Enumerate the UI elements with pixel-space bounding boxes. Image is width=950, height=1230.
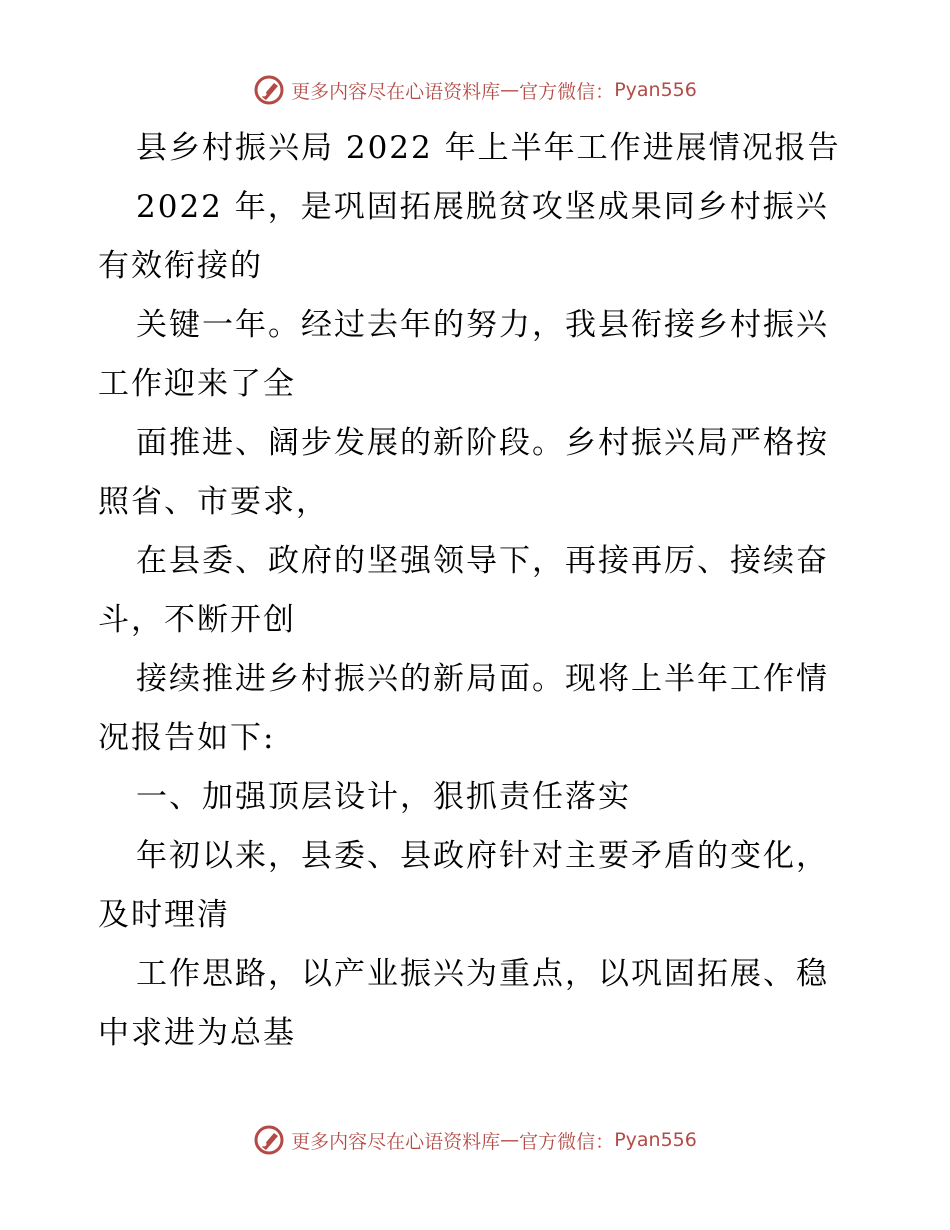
paragraph-line: 2022 年，是巩固拓展脱贫攻坚成果同乡村振兴 (136, 189, 829, 225)
paragraph-line: 斗，不断开创 (98, 602, 296, 638)
header-watermark-banner (0, 70, 950, 110)
banner-separator: — (500, 79, 520, 101)
banner-wechat-label: 官方微信： (519, 80, 615, 103)
banner-separator: — (500, 1129, 520, 1151)
paragraph-line: 工作迎来了全 (98, 366, 296, 402)
paragraph-line: 年初以来，县委、县政府针对主要矛盾的变化， (136, 838, 829, 874)
paragraph-line: 中求进为总基 (98, 1015, 296, 1051)
paragraph-line: 有效衔接的 (98, 248, 263, 284)
paragraph-line: 在县委、政府的坚强领导下，再接再厉、接续奋 (136, 543, 829, 579)
section-heading: 一、加强顶层设计，狠抓责任落实 (136, 779, 631, 815)
pen-circle-logo-icon (253, 1124, 285, 1156)
footer-watermark-banner (0, 1120, 950, 1160)
paragraph-line: 接续推进乡村振兴的新局面。现将上半年工作情 (136, 661, 829, 697)
pen-circle-logo-icon (253, 74, 285, 106)
document-body (98, 119, 858, 1063)
paragraph-line: 关键一年。经过去年的努力，我县衔接乡村振兴 (136, 307, 829, 343)
banner-wechat-id: Pyan556 (614, 1129, 697, 1151)
banner-wechat-label: 官方微信： (519, 1130, 615, 1153)
paragraph-line: 况报告如下: (98, 720, 276, 756)
banner-wechat-id: Pyan556 (614, 79, 697, 101)
banner-text: 更多内容尽在心语资料库 (291, 80, 501, 103)
banner-text: 更多内容尽在心语资料库 (291, 1130, 501, 1153)
paragraph-line: 照省、市要求， (98, 484, 329, 520)
paragraph-line: 及时理清 (98, 897, 230, 933)
document-title: 县乡村振兴局 2022 年上半年工作进展情况报告 (136, 130, 841, 166)
paragraph-line: 工作思路，以产业振兴为重点，以巩固拓展、稳 (136, 956, 829, 992)
paragraph-line: 面推进、阔步发展的新阶段。乡村振兴局严格按 (136, 425, 829, 461)
